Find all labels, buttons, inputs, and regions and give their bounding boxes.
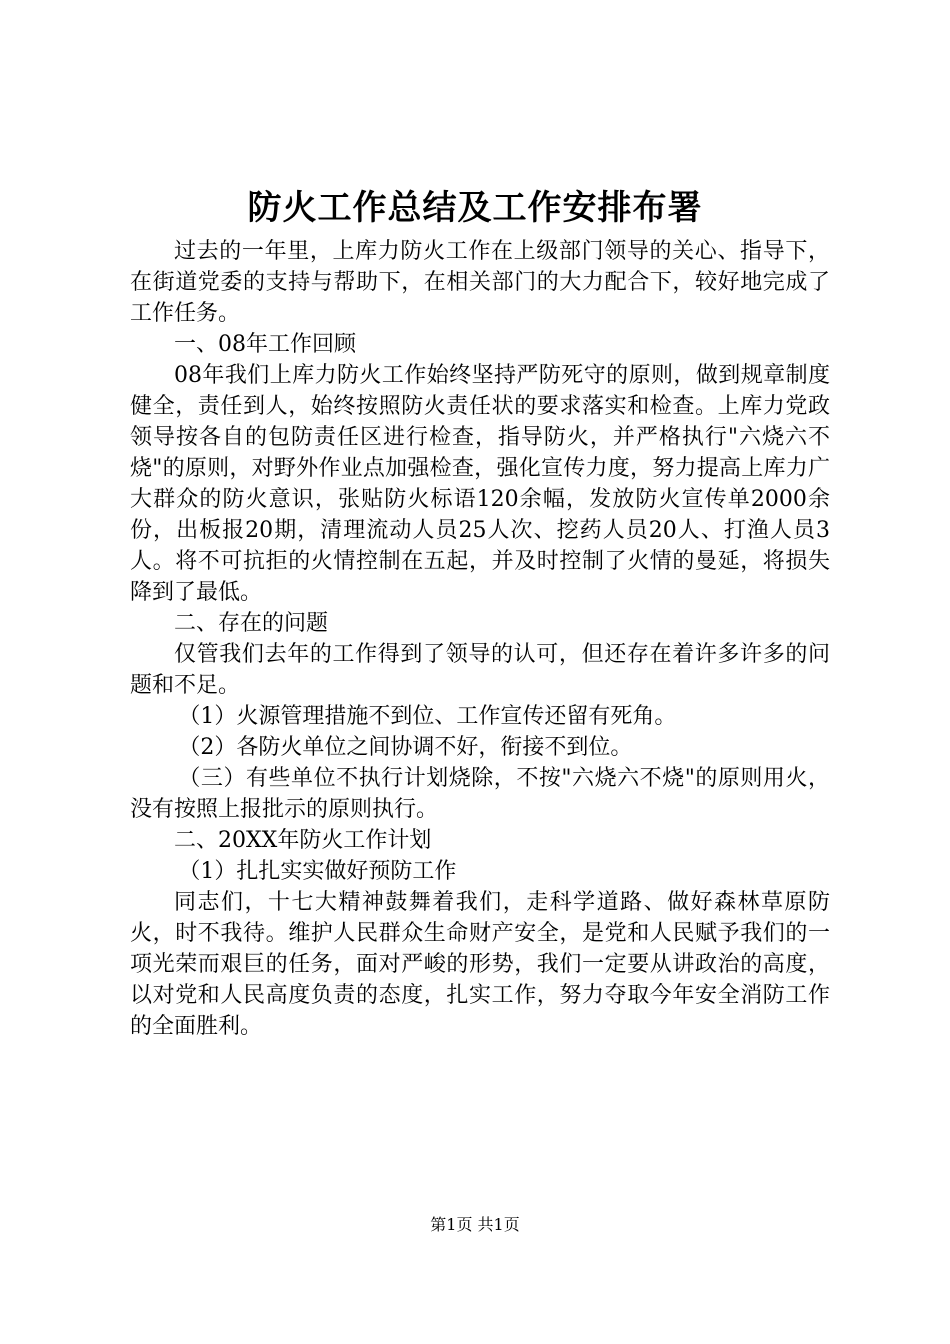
problems-paragraph: 仅管我们去年的工作得到了领导的认可，但还存在着许多许多的问题和不足。 xyxy=(130,642,830,698)
plan-item-1: （1）扎扎实实做好预防工作 xyxy=(178,859,457,884)
review-paragraph: 08年我们上库力防火工作始终坚持严防死守的原则，做到规章制度健全，责任到人，始终按照防火责任状的要求落实和检查。上库力党政领导按各自的包防责任区进行检查，指导防火，并严格执行"六烧六不烧"的原则，对野外作业点加强检查，强化宣传力度，努力提高上库力广大群众的防火意识，张贴防火标语120余幅，发放防火宣传单2000余份，出板报20期，清理流动人员25人次、挖药人员20人、打渔人员3人。将不可抗拒的火情控制在五起，并及时控制了火情的曼延，将损失降到了最低。 xyxy=(130,363,830,605)
document-body xyxy=(130,236,830,1042)
closing-paragraph: 同志们，十七大精神鼓舞着我们，走科学道路、做好森林草原防火，时不我待。维护人民群众生命财产安全，是党和人民赋予我们的一项光荣而艰巨的任务，面对严峻的形势，我们一定要从讲政治的高度，以对党和人民高度负责的态度，扎实工作，努力夺取今年安全消防工作的全面胜利。 xyxy=(130,890,830,1039)
section-heading-review: 一、08年工作回顾 xyxy=(174,332,356,357)
section-heading-problems: 二、存在的问题 xyxy=(174,611,329,636)
page-footer: 第1页 共1页 xyxy=(430,1215,520,1234)
problem-item-1: （1）火源管理措施不到位、工作宣传还留有死角。 xyxy=(178,704,677,729)
intro-paragraph: 过去的一年里，上库力防火工作在上级部门领导的关心、指导下，在街道党委的支持与帮助下，在相关部门的大力配合下，较好地完成了工作任务。 xyxy=(130,239,830,326)
section-heading-plan: 二、20XX年防火工作计划 xyxy=(174,828,432,853)
problem-item-3: （三）有些单位不执行计划烧除，不按"六烧六不烧"的原则用火，没有按照上报批示的原则执行。 xyxy=(130,766,830,822)
document-title: 防火工作总结及工作安排布署 xyxy=(247,188,703,228)
problem-item-2: （2）各防火单位之间协调不好，衔接不到位。 xyxy=(178,735,633,760)
